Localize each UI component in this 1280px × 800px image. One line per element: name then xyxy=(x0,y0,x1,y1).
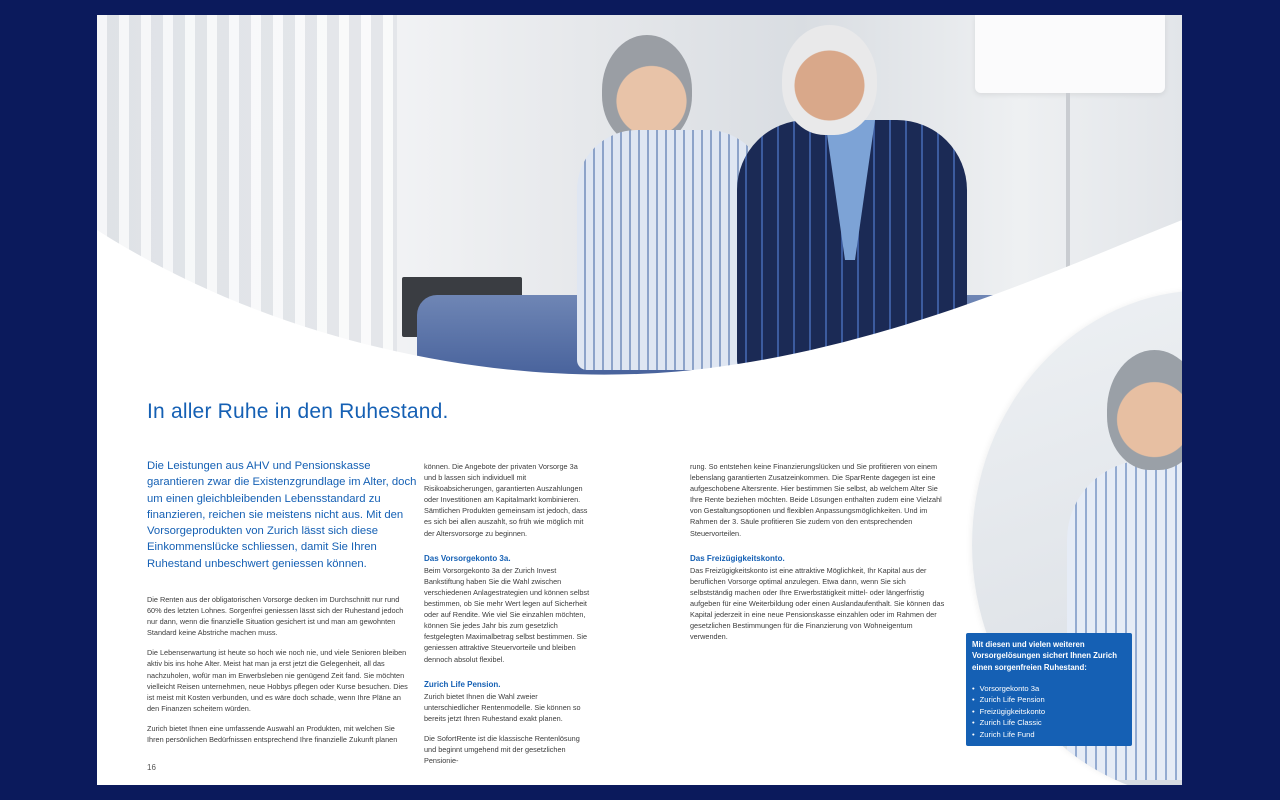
paragraph: Beim Vorsorgekonto 3a der Zurich Invest Bankstiftung haben Sie die Wahl zwischen verschiedenen Anlagestrategien und können selbst bestimmen, ob Sie mehr Wert legen auf Sicherheit oder auf Rendite. Wie viel Sie einzahlen möchten, können Sie jedes Jahr bis zum gesetzlich festgelegten Maximalbetrag selbst bestimmen. Sie geniessen attraktive Steuervorteile und bleiben dennoch absolut flexibel. xyxy=(424,565,590,664)
info-box-heading: Mit diesen und vielen weiteren Vorsorgelösungen sichert Ihnen Zurich einen sorgenfreien Ruhestand: xyxy=(972,640,1117,672)
section-heading: Das Vorsorgekonto 3a. xyxy=(424,553,511,563)
paragraph: können. Die Angebote der privaten Vorsorge 3a und b lassen sich individuell mit Risikoabsicherungen, garantierten Auszahlungen oder Investitionen am Kapitalmarkt kombinieren. Sämtlichen Produkten gemeinsam ist jedoch, dass es sich bei allen auszahlt, so früh wie möglich mit der Altersvorsorge zu beginnen. xyxy=(424,462,588,538)
product-info-box xyxy=(966,633,1132,746)
paragraph: Die Renten aus der obligatorischen Vorsorge decken im Durchschnitt nur rund 60% des letzten Lohnes. Sorgenfrei geniessen lässt sich der Ruhestand jedoch nur dann, wenn die finanzielle Situation gesichert ist und man am gewohnten Standard keine Abstriche machen muss. xyxy=(147,595,404,638)
wave-divider xyxy=(97,15,1182,435)
list-item: • Zurich Life Fund xyxy=(972,729,1045,740)
text-column-2 xyxy=(424,461,590,775)
paragraph: Die SofortRente ist die klassische Rentenlösung und beginnt umgehend mit der gesetzlichen Pensionie- xyxy=(424,733,580,766)
lead-paragraph: Die Leistungen aus AHV und Pensionskasse garantieren zwar die Existenzgrundlage im Alter, doch um einen gleichbleibenden Lebensstandard zu finanzieren, reichen sie meistens nicht aus. Mit den Vorsorgeprodukten von Zurich lässt sich diese Einkommenslücke schliessen, damit Sie Ihren Ruhestand unbeschwert geniessen können. xyxy=(147,460,417,570)
list-item: • Vorsorgekonto 3a xyxy=(972,683,1045,694)
page-title: In aller Ruhe in den Ruhestand. xyxy=(147,400,449,423)
brochure-page xyxy=(97,15,1182,785)
paragraph: Zurich bietet Ihnen eine umfassende Auswahl an Produkten, mit welchen Sie Ihren persönlichen Bedürfnissen entsprechend Ihre finanzielle Zukunft planen xyxy=(147,723,398,745)
section-heading: Zurich Life Pension. xyxy=(424,679,501,689)
woman-portrait-head xyxy=(1107,350,1182,470)
list-item: • Freizügigkeitskonto xyxy=(972,706,1045,717)
text-column-3 xyxy=(690,461,948,651)
paragraph: Das Freizügigkeitskonto ist eine attraktive Möglichkeit, Ihr Kapital aus der beruflichen Vorsorge optimal anzulegen. Etwa dann, wenn Sie sich selbstständig machen oder Ihre Erwerbstätigkeit mittel- oder längerfristig aufgeben für eine Weiterbildung oder einen Auslandaufenthalt. Sie können das Kapital jederzeit in eine neue Pensionskasse einzahlen oder im Rahmen der gesetzlichen Bestimmungen für die Finanzierung von Wohneigentum verwenden. xyxy=(690,565,945,642)
list-item: • Zurich Life Classic xyxy=(972,717,1045,728)
paragraph: rung. So entstehen keine Finanzierungslücken und Sie profitieren von einem lebenslang garantierten Zusatzeinkommen. Die SparRente dagegen ist eine aufgeschobene Altersrente. Hier bestimmen Sie selbst, ab welchem Alter Sie Ihre Rente beziehen möchten. Beide Lösungen enthalten zudem eine Vielzahl von Gestaltungsoptionen und flexiblen Anpassungsmöglichkeiten. Und im Rahmen der 3. Säule profitieren Sie zudem von den entsprechenden Steuervorteilen. xyxy=(690,462,942,538)
section-heading: Das Freizügigkeitskonto. xyxy=(690,553,785,563)
product-list xyxy=(972,683,1045,740)
list-item: • Zurich Life Pension xyxy=(972,694,1045,705)
text-column-1 xyxy=(147,594,409,754)
paragraph: Die Lebenserwartung ist heute so hoch wie noch nie, und viele Senioren bleiben aktiv bis ins hohe Alter. Meist hat man ja erst jetzt die Gelegenheit, all das nachzuholen, wofür man im Erwerbsleben nie genügend Zeit fand. Sie möchten vielleicht Reisen unternehmen, neue Hobbys pflegen oder Kurse besuchen. Dies ist meist mit Kosten verbunden, und es wäre doch schade, wenn Ihre Pläne an den Finanzen scheitern würden. xyxy=(147,648,408,713)
page-number: 16 xyxy=(147,763,156,772)
paragraph: Zurich bietet Ihnen die Wahl zweier unterschiedlicher Rentenmodelle. Sie können so bereits jetzt Ihren Ruhestand exakt planen. xyxy=(424,691,581,723)
